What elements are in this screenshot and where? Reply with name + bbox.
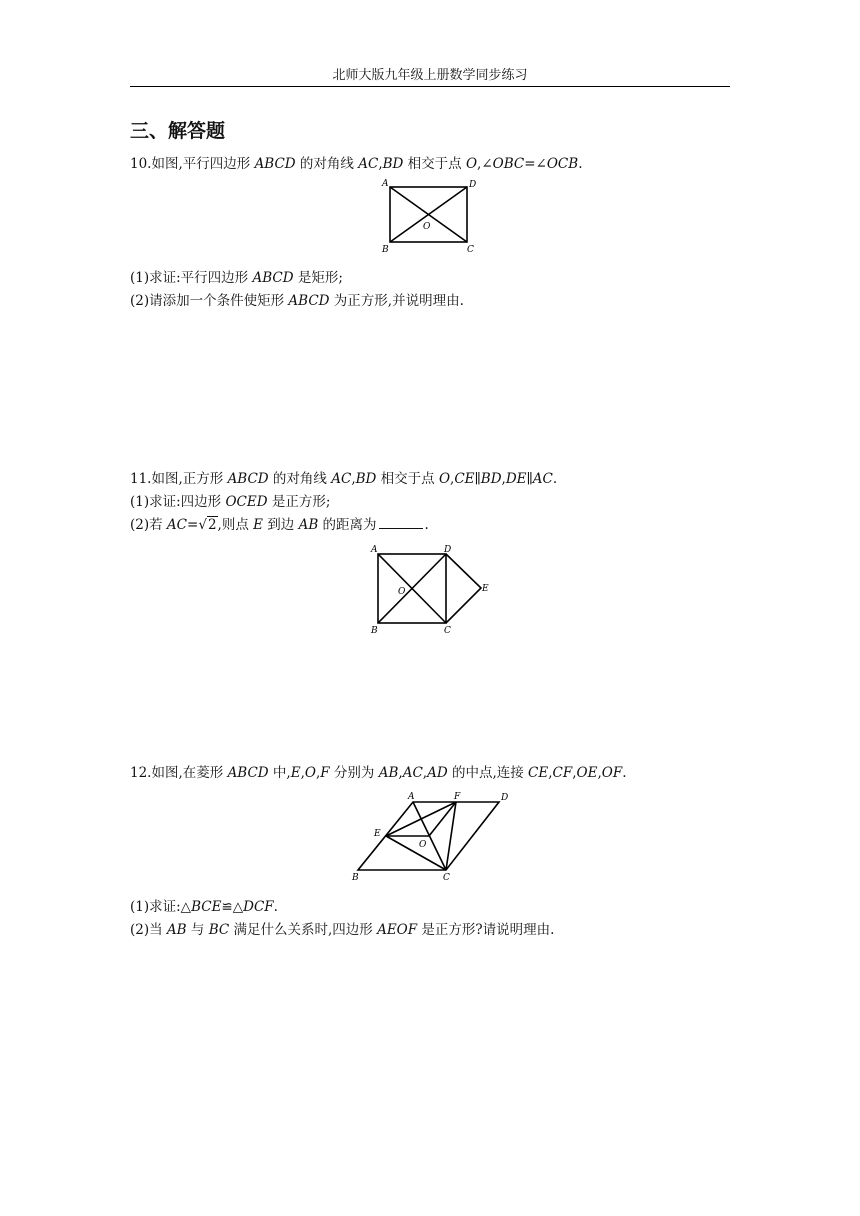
q11-label-b: B — [371, 626, 378, 636]
q12-intro: 12.如图,在菱形 ABCD 中,E,O,F 分别为 AB,AC,AD 的中点,连接 CE,CF,OE,OF. — [130, 765, 627, 781]
q12-label-b: B — [352, 873, 359, 883]
q11-label-d: D — [444, 545, 452, 555]
q11-intro: 11.如图,正方形 ABCD 的对角线 AC,BD 相交于点 O,CE∥BD,DE∥AC. — [130, 471, 558, 487]
q10-label-d: D — [469, 180, 477, 190]
answer-blank — [379, 527, 423, 529]
q11-label-e: E — [482, 584, 489, 594]
page-header — [130, 64, 730, 87]
q12-part2: (2)当 AB 与 BC 满足什么关系时,四边形 AEOF 是正方形?请说明理由. — [130, 922, 555, 938]
q12-label-e: E — [374, 829, 381, 839]
q10-part1: (1)求证:平行四边形 ABCD 是矩形; — [130, 270, 343, 286]
q10-label-a: A — [382, 179, 389, 189]
q10-intro: 10.如图,平行四边形 ABCD 的对角线 AC,BD 相交于点 O,∠OBC=∠OCB. — [130, 156, 583, 172]
q12-label-a: A — [408, 792, 415, 802]
q11-label-c: C — [444, 626, 451, 636]
q10-figure — [378, 176, 482, 258]
q12-figure — [346, 788, 516, 884]
q12-label-d: D — [501, 793, 509, 803]
q12-label-o: O — [419, 840, 427, 850]
q12-label-f: F — [454, 792, 461, 802]
header-title: 北师大版九年级上册数学同步练习 — [332, 68, 528, 83]
q10-part2: (2)请添加一个条件使矩形 ABCD 为正方形,并说明理由. — [130, 293, 464, 309]
section-title: 三、解答题 — [130, 120, 226, 142]
q11-part2: (2)若 AC=√2,则点 E 到边 AB 的距离为 . — [130, 517, 429, 533]
q12-part1: (1)求证:△BCE≌△DCF. — [130, 899, 278, 915]
q10-label-b: B — [382, 245, 389, 255]
q12-label-c: C — [443, 873, 450, 883]
q11-label-a: A — [371, 545, 378, 555]
q10-label-o: O — [423, 222, 431, 232]
q11-label-o: O — [398, 587, 406, 597]
q10-label-c: C — [467, 245, 474, 255]
q11-part1: (1)求证:四边形 OCED 是正方形; — [130, 494, 331, 510]
q11-figure — [366, 540, 496, 636]
